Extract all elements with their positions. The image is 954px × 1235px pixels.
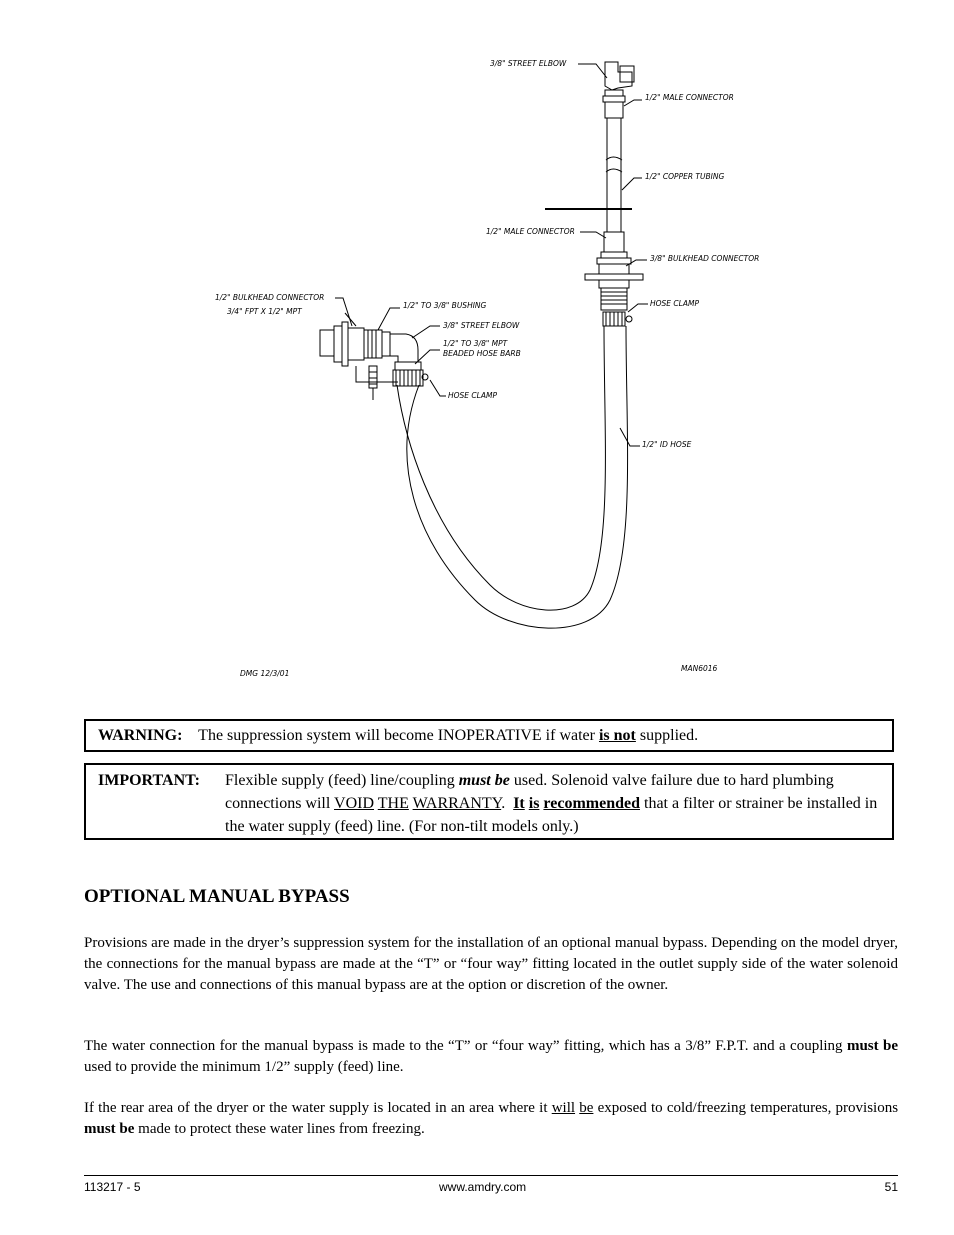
paragraph-3	[84, 1098, 898, 1140]
label-bulkhead-connector-right: 3/8" BULKHEAD CONNECTOR	[650, 254, 760, 263]
paragraph-3-text-a: If the rear area of the dryer or the water supply is located in an area where it	[84, 1100, 548, 1116]
important-warranty: WARRANTY	[412, 795, 502, 812]
warning-emphasis: is not	[598, 727, 636, 744]
label-hose-clamp-right: HOSE CLAMP	[650, 299, 699, 308]
paragraph-1: Provisions are made in the dryer’s suppression system for the installation of an optional manual bypass. Depending on the model dryer, the connections for the manual bypass are made at the “T” or “four way” fitting located in the outlet supply side of the water solenoid valve. The use and connections of this manual bypass are at the option or discretion of the owner.	[84, 935, 898, 993]
important-box	[84, 763, 894, 840]
important-text	[225, 769, 880, 838]
important-recommended: recommended	[543, 795, 640, 812]
section-title: OPTIONAL MANUAL BYPASS	[84, 886, 350, 907]
important-is: is	[528, 795, 540, 812]
label-hose-barb-1: 1/2" TO 3/8" MPT	[443, 339, 508, 348]
label-id-hose: 1/2" ID HOSE	[642, 440, 692, 449]
label-fpt-mpt: 3/4" FPT X 1/2" MPT	[227, 307, 302, 316]
label-male-connector-top: 1/2" MALE CONNECTOR	[645, 93, 734, 102]
label-hose-clamp-left: HOSE CLAMP	[448, 391, 497, 400]
page-footer	[84, 1175, 898, 1194]
important-text-2: used. Solenoid valve failure due to hard plumbing connections will	[225, 772, 834, 812]
label-drawn-by: DMG 12/3/01	[240, 669, 290, 678]
paragraph-3-text-d: exposed to cold/freezing temperatures, provisions	[597, 1100, 899, 1116]
footer-page-number: 51	[884, 1180, 898, 1194]
footer-website: www.amdry.com	[439, 1180, 527, 1194]
important-void: VOID	[334, 795, 375, 812]
important-period: .	[501, 795, 506, 812]
paragraph-3-text-f: made to protect these water lines from freezing.	[138, 1121, 425, 1137]
label-hose-barb-2: BEADED HOSE BARB	[443, 349, 521, 358]
label-bushing: 1/2" TO 3/8" BUSHING	[403, 301, 487, 310]
label-bulkhead-connector-left: 1/2" BULKHEAD CONNECTOR	[215, 293, 325, 302]
paragraph-3-will: will	[551, 1100, 576, 1116]
label-male-connector-mid: 1/2" MALE CONNECTOR	[486, 227, 575, 236]
important-must-be: must be	[458, 772, 510, 789]
paragraph-2-text-a: The water connection for the manual bypass is made to the “T” or “four way” fitting, which has a 3/8” F.P.T. and a coupling	[84, 1038, 843, 1054]
warning-text-end: supplied.	[639, 727, 699, 744]
paragraph-2-text-c: used to provide the minimum 1/2” supply (feed) line.	[84, 1059, 404, 1075]
paragraph-2-must-be: must be	[846, 1038, 899, 1054]
important-text-1: Flexible supply (feed) line/coupling	[225, 772, 455, 789]
important-the: THE	[377, 795, 409, 812]
paragraph-3-be: be	[579, 1100, 594, 1116]
label-copper-tubing: 1/2" COPPER TUBING	[645, 172, 725, 181]
important-label: IMPORTANT:	[98, 772, 200, 789]
important-text-4: that a filter or strainer be installed in the water supply (feed) line. (For non-tilt models only.)	[225, 795, 878, 835]
label-street-elbow-left: 3/8" STREET ELBOW	[443, 321, 520, 330]
paragraph-3-must-be: must be	[84, 1121, 135, 1137]
paragraph-2	[84, 1036, 898, 1078]
label-street-elbow-top: 3/8" STREET ELBOW	[490, 59, 567, 68]
important-it: It	[513, 795, 525, 812]
footer-doc-number: 113217 - 5	[84, 1180, 141, 1194]
warning-box	[84, 719, 894, 752]
warning-text: The suppression system will become INOPERATIVE if water	[198, 727, 595, 744]
warning-label: WARNING:	[98, 727, 183, 744]
label-drawing-number: MAN6016	[681, 664, 718, 673]
